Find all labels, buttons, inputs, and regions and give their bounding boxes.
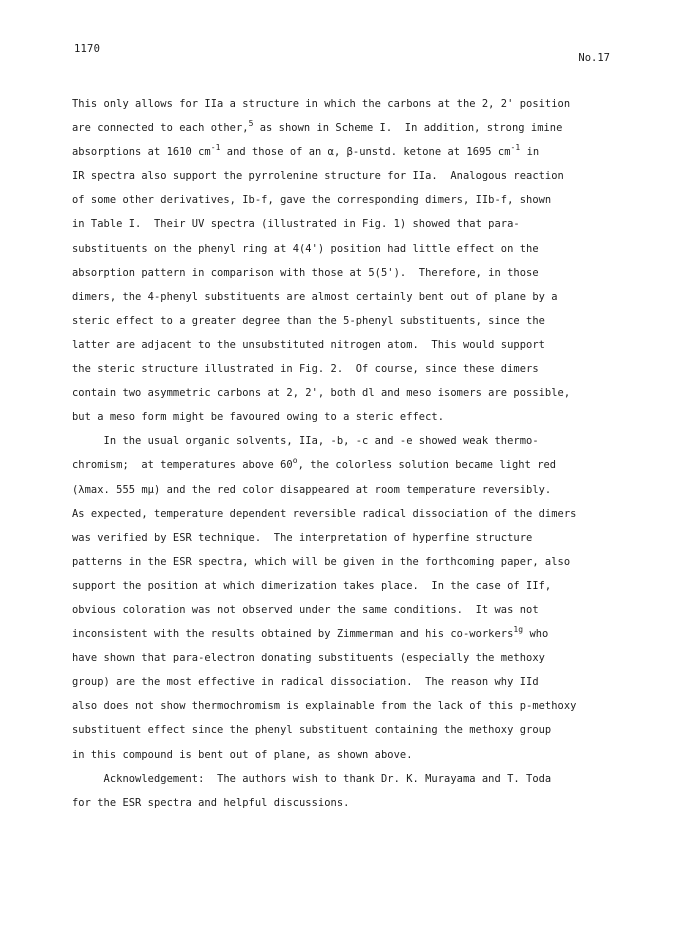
body-text [72,92,612,815]
text-line: the steric structure illustrated in Fig. 2. Of course, since these dimers [72,363,539,376]
text-line: IR spectra also support the pyrrolenine structure for IIa. Analogous reaction [72,170,564,183]
text-line: have shown that para-electron donating substituents (especially the methoxy [72,652,545,665]
text-line: latter are adjacent to the unsubstituted nitrogen atom. This would support [72,338,545,351]
text-line: in Table I. Their UV spectra (illustrated in Fig. 1) showed that para- [72,218,520,231]
page-number: 1170 [74,43,101,55]
text-line: of some other derivatives, Ib-f, gave the corresponding dimers, IIb-f, shown [72,194,552,207]
text-line: In the usual organic solvents, IIa, -b, -c and -e showed weak thermo- [72,435,539,448]
text-line: support the position at which dimerization takes place. In the case of IIf, [72,579,552,592]
text-line: patterns in the ESR spectra, which will be given in the forthcoming paper, also [72,555,571,568]
text-line: also does not show thermochromism is explainable from the lack of this p-methoxy [72,700,577,713]
text-line: (λmax. 555 mμ) and the red color disappeared at room temperature reversibly. [72,483,552,496]
text-line: are connected to each other,$^5$ as shown in Scheme I. In addition, strong imine [72,119,563,135]
text-line: was verified by ESR technique. The interpretation of hyperfine structure [72,531,533,544]
text-line: absorptions at 1610 $cm^{-1}$ and those of an α, β-unstd. ketone at 1695 $cm^{-1}$ in [72,143,540,159]
text-line: for the ESR spectra and helpful discussions. [72,796,350,809]
text-line: in this compound is bent out of plane, as shown above. [72,748,413,761]
text-line: obvious coloration was not observed under the same conditions. It was not [72,603,539,616]
text-line: substituent effect since the phenyl substituent containing the methoxy group [72,724,552,737]
text-line: chromism; at temperatures above 60$^o$, the colorless solution became light red [72,456,557,472]
text-line: As expected, temperature dependent reversible radical dissociation of the dimers [72,507,577,520]
text-line: This only allows for IIa a structure in which the carbons at the 2, 2' position [72,98,571,110]
text-line: dimers, the 4-phenyl substituents are almost certainly bent out of plane by a [72,290,558,303]
text-line: inconsistent with the results obtained by Zimmerman and his co-workers$^{1g}$ who [72,625,549,641]
issue-number: No.17 [578,52,610,64]
text-line: group) are the most effective in radical dissociation. The reason why IId [72,676,539,689]
text-line: contain two asymmetric carbons at 2, 2', both dl and meso isomers are possible, [72,387,571,400]
text-line: absorption pattern in comparison with those at 5(5'). Therefore, in those [72,266,539,279]
text-line: but a meso form might be favoured owing to a steric effect. [72,411,445,424]
text-line: substituents on the phenyl ring at 4(4') position had little effect on the [72,242,539,255]
text-line: Acknowledgement: The authors wish to thank Dr. K. Murayama and T. Toda [72,772,552,785]
text-line: steric effect to a greater degree than the 5-phenyl substituents, since the [72,314,545,327]
